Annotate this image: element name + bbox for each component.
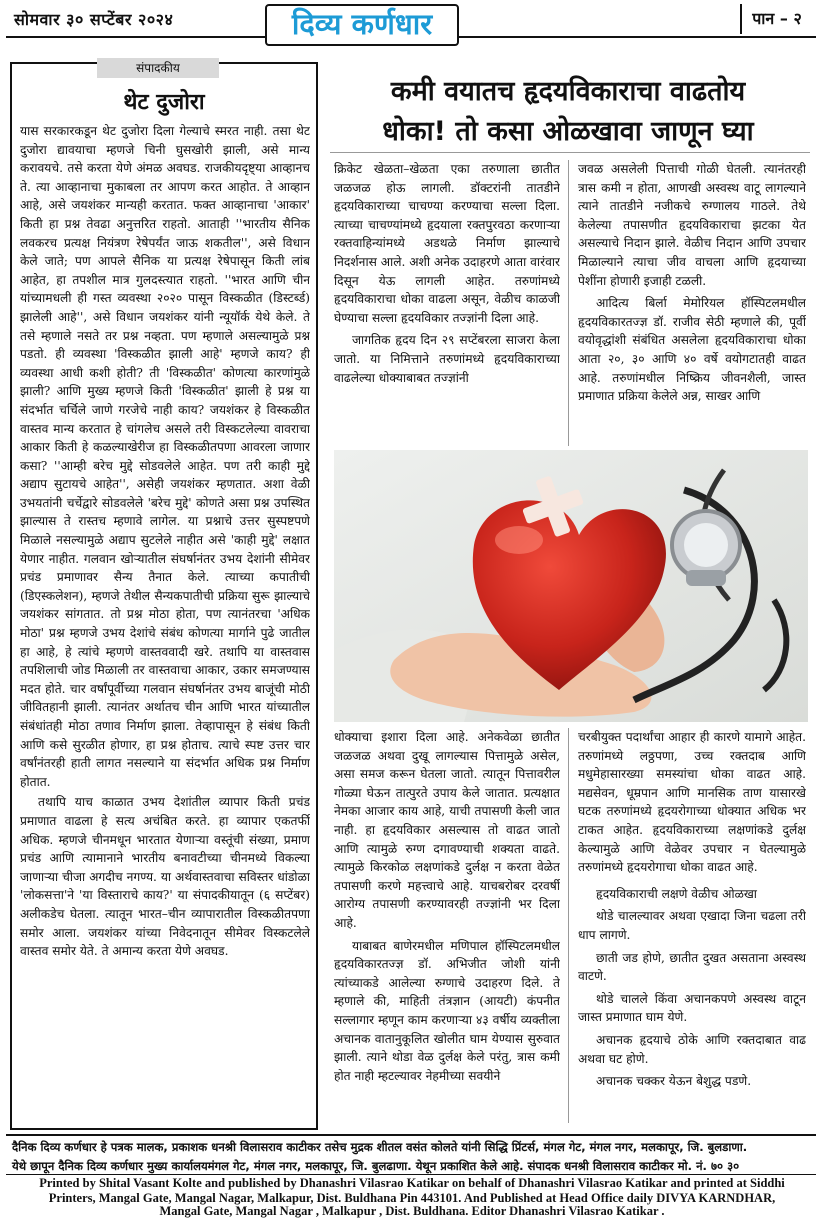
section-label: संपादकीय bbox=[97, 58, 219, 78]
article-column-2-top bbox=[578, 160, 806, 448]
imprint-english-line: Printers, Mangal Gate, Mangal Nagar, Malkapur, Dist. Buldhana Pin 443101. And Published at Head Office daily DIVYA KARNDHAR, bbox=[48, 1191, 776, 1205]
headline-rule bbox=[330, 152, 810, 153]
footer-rule bbox=[6, 1134, 816, 1136]
column-divider bbox=[568, 160, 569, 446]
column-divider bbox=[568, 728, 569, 1123]
imprint-marathi-line: दैनिक दिव्य कर्णधार हे पत्रक मालक, प्रकाशक धनश्री विलासराव काटीकर तसेच मुद्रक शीतल वसंत कोलते यांनी सिद्धि प्रिंटर्स, मंगल गेट, मंगल नगर, मलकापूर, जि. बुलडाणा. bbox=[12, 1140, 748, 1154]
article-paragraph: याबाबत बाणेरमधील मणिपाल हॉस्पिटलमधील हृदयविकारतज्ज्ञ डॉ. अभिजीत जोशी यांनी त्यांच्याकडे आलेल्या रुग्णाचे उदाहरण दिले. ते म्हणाले की, माहिती तंत्रज्ञान (आयटी) कंपनीत सल्लागार म्हणून काम करणाऱ्या ४३ वर्षीय व्यक्तीला अचानक वातानुकूलित खोलीत घाम येण्यास सुरुवात झाली. त्याने थोडा वेळ दुर्लक्ष केले परंतु, त्रास कमी होत नाही म्हटल्यावर नेहमीच्या सवयीने bbox=[334, 938, 560, 1083]
article-paragraph: आदित्य बिर्ला मेमोरियल हॉस्पिटलमधील हृदयविकारतज्ज्ञ डॉ. राजीव सेठी म्हणाले की, पूर्वी वयोवृद्धांशी संबंधित असलेला हृदयविकाराचा धोका आता २०, ३० आणि ४० वर्षे वयोगटातही वाढत आहे. तरुणांमधील निष्क्रिय जीवनशैली, जास्त प्रमाणात प्रक्रिया केलेले अन्न, साखर आणि bbox=[578, 296, 806, 404]
symptom-item: छाती जड होणे, छातीत दुखत असताना अस्वस्थ वाटणे. bbox=[578, 950, 806, 984]
imprint-english-line: Mangal Gate, Mangal Nagar , Malkapur , Dist. Buldhana. Editor Dhanashri Vilasrao Katikar . bbox=[159, 1204, 665, 1218]
headline-line: कमी वयातच हृदयविकाराचा वाढतोय bbox=[390, 76, 746, 107]
imprint-english-line: Printed by Shital Vasant Kolte and published by Dhanashri Vilasrao Katikar on behalf of Dhanashri Vilasrao Katikar and printed at Siddhi bbox=[39, 1176, 785, 1190]
imprint-marathi-line: येथे छापून दैनिक दिव्य कर्णधार मुख्य कार्यालयमंगल गेट, मंगल नगर, मलकापूर, जि. बुलढाणा. येथून प्रकाशित केले आहे. संपादक धनश्री विलासराव काटीकर मो. नं. ७० ३० bbox=[12, 1159, 740, 1173]
article-paragraph: जागतिक हृदय दिन २९ सप्टेंबरला साजरा केला जातो. या निमित्ताने तरुणांमध्ये हृदयविकाराच्या वाढलेल्या धोक्याबाबत तज्ज्ञांनी bbox=[334, 333, 560, 385]
issue-date: सोमवार ३० सप्टेंबर २०२४ bbox=[14, 10, 174, 29]
heart-photo-illustration bbox=[334, 450, 808, 722]
heart-stethoscope-photo bbox=[334, 450, 808, 722]
symptom-item: अचानक हृदयाचे ठोके आणि रक्तदाबात वाढ अथवा घट होणे. bbox=[578, 1032, 806, 1066]
article-column-1-top bbox=[334, 160, 560, 448]
editorial-paragraph: तथापि याच काळात उभय देशांतील व्यापार किती प्रचंड प्रमाणात वाढला हे सत्य अचंबित करते. हा व्यापार एकतर्फी अधिक. म्हणजे चीनमधून भारतात येणाऱ्या वस्तूंची संख्या, प्रमाण प्रचंड आणि त्यामानाने भारतीय बनावटीच्या चीनमध्ये विकल्या जाणाऱ्या चीजा अगदीच नगण्य. या अर्थवास्तवाचा सविस्तर धांडोळा 'लोकसत्ता'ने 'या विस्ताराचे काय?' या संपादकीयातून (६ सप्टेंबर) अलीकडेच घेतला. त्यातून भारत–चीन व्यापारातील विस्कळीतपणा समोर आला. जयशंकर यांच्या निवेदनातून सीमेवर विस्कटलेले वास्तव समोर येते. ते अमान्य करता येणे अवघड. bbox=[20, 795, 310, 959]
editorial-title: थेट दुजोरा bbox=[123, 90, 205, 115]
article-paragraph: चरबीयुक्त पदार्थांचा आहार ही कारणे यामागे आहेत. तरुणांमध्ये लठ्ठपणा, उच्च रक्तदाब आणि मधुमेहासारख्या समस्यांचा धोका वाढत आहे. मद्यसेवन, धूम्रपान आणि मानसिक ताण यासारखे घटक तरुणांमध्ये हृदयरोगाच्या धोक्यात अधिक भर टाकत आहेत. हृदयविकाराच्या लक्षणांकडे दुर्लक्ष केल्यामुळे आणि वेळेवर उपचार न घेतल्यामुळे तरुणांमध्ये हृदयरोगाचा धोका वाढत आहे. bbox=[578, 730, 806, 875]
symptom-item: थोडे चालल्यावर अथवा एखादा जिना चढला तरी धाप लागणे. bbox=[578, 909, 806, 942]
editorial-body bbox=[20, 122, 310, 1122]
article-paragraph: धोक्याचा इशारा दिला आहे. अनेकवेळा छातीत जळजळ अथवा दुखू लागल्यास पित्तामुळे असेल, असा समज करून घेतला जातो. त्यातून पित्तावरील गोळ्या घेऊन तात्पुरते उपाय केले जातात. प्रत्यक्षात नेमका आजार काय आहे, याची तपासणी केली जात नाही. हा हृदयविकार असल्यास तो वाढत जातो आणि त्यामुळे रुग्ण दगावण्याची शक्यता वाढते. त्यामुळे किरकोळ लक्षणांकडे दुर्लक्ष न करता वेळेत तपासणी करणे महत्त्वाचे आहे. याचबरोबर दरवर्षी आरोग्य तपासणी करण्यावरही तज्ज्ञांनी भर दिला आहे. bbox=[334, 730, 560, 930]
editorial-paragraph: यास सरकारकडून थेट दुजोरा दिला गेल्याचे स्मरत नाही. तसा थेट दुजोरा द्यावयाचा म्हणजे चिनी घुसखोरी झाली, असे मान्य करावयचे. तसे करता येणे अंमळ अवघड. राजकीयदृष्ट्या आव्हानच ते. त्या आव्हानाचा मुकाबला तर आपण करत आहोत. ते आव्हान आहे, असे जयशंकर मान्यही करतात. फक्त आव्हानाचा 'आकार' किती हा प्रश्न तेवढा अनुत्तरित राहतो. आताही ''भारतीय सैनिक लवकरच प्रत्यक्ष नियंत्रण रेषेपर्यंत जाऊ शकतील'', असे विधान केले जाते; पण आपले सैनिक या प्रत्यक्ष रेषेपासून किती लांब आहेत, हा तपशील मात्र गुलदस्त्यात राहतो. ''भारत आणि चीन यांच्यामधली ही गस्त व्यवस्था २०२० पासून विस्कळीत (डिस्टर्ब्ड) झालेली आहे'', असे विधान जयशंकर यांनी न्यूयॉर्क येथे केले. ते तसे म्हणाले नसते तर प्रश्न नव्हता. पण म्हणाले असल्यामुळे प्रश्न पडतो. ही व्यवस्था 'विस्कळीत झाली आहे' म्हणजे काय? ही व्यवस्था आधी कशी होती? ती 'विस्कळीत' कोणत्या कारणांमुळे झाली? आणि मुख्य म्हणजे किती 'विस्कळीत' झाली हे प्रश्न या संदर्भात चर्चिले जाणे गरजेचे नाही काय? जयशंकर हे विस्कळीत वास्तव मान्य करतात हे चांगलेच असले तरी विस्कटलेल्या वावराचा आकार किती हे कळल्याखेरीज हा विस्कळीतपणा आवरला जाणार कसा? ''आम्ही बरेच मुद्दे सोडवलेले आहेत. पण तरी काही मुद्दे अद्याप सुटायचे आहेत'', असेही जयशंकर म्हणतात. अशा वेळी उभयतांनी चर्चेद्वारे सोडवलेले 'बरेच मुद्दे' कोणते असा प्रश्न उपस्थित झाल्यास ते रास्तच म्हणावे लागेल. या प्रश्नाचे उत्तर सुस्पष्टपणे मिळाले नसल्यामुळे अद्याप सुटलेले नाहीत असे 'काही मुद्दे' लक्षात येणार नाहीत. गलवान खोऱ्यातील संघर्षानंतर उभय देशांनी सीमेवर प्रचंड प्रमाणावर सैन्य तैनात केले. त्याच्या कपातीची (डिएस्कलेशन), म्हणजे तेथील सैन्यकपातीची प्रक्रिया सुरू झाल्याचे जयशंकर सांगतात. तो प्रश्न मोठा होता, पण त्यानंतरचा 'अधिक मोठा' प्रश्न म्हणजे उभय देशांचे संबंध कोणत्या मार्गाने पुढे जातील हा आहे, हे त्यांचे म्हणणे वास्तववादी खरे. तथापि या वास्तवास तपशिलाची जोड मिळाली तर वास्तवाचा आकार, उकार समजण्यास मदत होते. चार वर्षांपूर्वीच्या गलवान संघर्षानंतर उभय बाजूंची मोठी जीवितहानी झाली. त्यानंतर अर्थातच चीन आणि भारत यांच्यातील संबंधांतही मोठा तणाव निर्माण झाला. तेव्हापासून हे संबंध किती आणि कसे सुरळीत होणार, हा प्रश्न होताच. त्याचे स्पष्ट उत्तर चार वर्षांनंतरही हाती लागत नसल्याने या संदर्भात अधिक प्रश्न निर्माण होतात. bbox=[20, 124, 310, 789]
symptom-item: थोडे चालले किंवा अचानकपणे अस्वस्थ वाटून जास्त प्रमाणात घाम येणे. bbox=[578, 991, 806, 1025]
newspaper-masthead: दिव्य कर्णधार bbox=[265, 4, 459, 46]
article-headline bbox=[324, 72, 812, 152]
article-column-2-bottom bbox=[578, 728, 806, 1128]
page-number: पान – २ bbox=[740, 4, 812, 34]
article-column-1-bottom bbox=[334, 728, 560, 1128]
article-paragraph: क्रिकेट खेळता–खेळता एका तरुणाला छातीत जळजळ होऊ लागली. डॉक्टरांनी तातडीने हृदयविकाराच्या चाचण्या करण्याचा सल्ला दिला. त्याच्या चाचण्यांमध्ये हृदयाला रक्तपुरवठा करणाऱ्या रक्तवाहिन्यांमध्ये अडथळे निर्माण झाल्याचे निदर्शनास आले. अशी अनेक उदाहरणे आता वारंवार दिसून येऊ लागली आहेत. तरुणांमध्ये हृदयविकाराचा धोका वाढला असून, वेळीच काळजी घेण्याचा सल्ला हृदयविकार तज्ज्ञांनी दिला आहे. bbox=[334, 162, 560, 325]
headline-line: धोका! तो कसा ओळखावा जाणून घ्या bbox=[382, 116, 754, 147]
symptom-item: अचानक चक्कर येऊन बेशुद्ध पडणे. bbox=[596, 1074, 752, 1089]
article-paragraph: जवळ असलेली पित्ताची गोळी घेतली. त्यानंतरही त्रास कमी न होता, आणखी अस्वस्थ वाटू लागल्याने त्याने तातडीने नजीकचे रुग्णालय गाठले. तेथे केलेल्या तपासणीत हृदयविकाराचा झटका येत असल्याचे निदान झाले. वेळीच निदान आणि उपचार मिळाल्याने त्याचा जीव वाचला आणि हृदयाच्या पेशींना होणारी इजाही टळली. bbox=[578, 162, 806, 288]
symptoms-subheading: हृदयविकाराची लक्षणे वेळीच ओळखा bbox=[596, 886, 757, 901]
